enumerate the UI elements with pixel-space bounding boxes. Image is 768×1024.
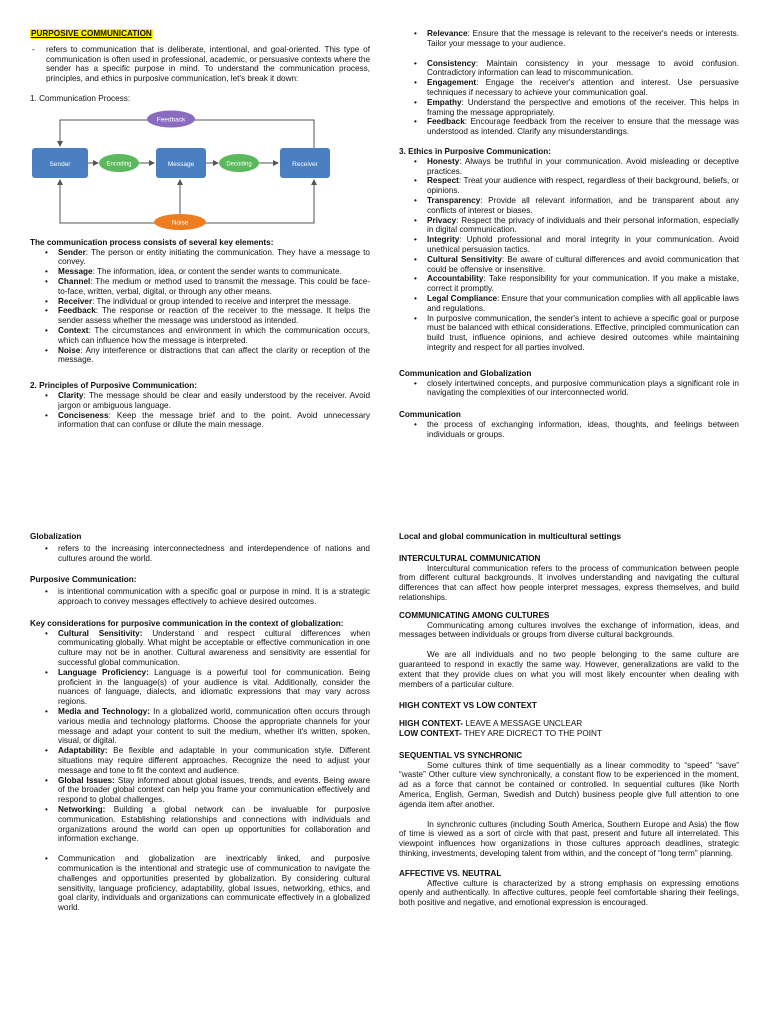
- key-item-text: Understand and respect cultural differences when communicating globally. What might be acceptable or effective communication in one culture may not be in another. Cultural awareness and sensitivity are essential for successful global communication.: [58, 628, 370, 667]
- element-item-text: : The response or reaction of the receiver to the message. It helps the sender assess whether the message was understood as intended.: [58, 306, 370, 326]
- principle-item-text: : The message should be clear and easily understood by the receiver. Avoid jargon or ambiguous language.: [58, 390, 370, 410]
- key-item-term: Networking:: [58, 804, 106, 814]
- ethics-item-text: In purposive communication, the sender's intent to achieve a specific goal or purpose must be balanced with ethical considerations. Effective, principled communication can build trust, influence opinions, and achieve desired outcomes while maintaining integrity and respect for all parties involved.: [427, 313, 739, 352]
- element-item: [30, 267, 370, 277]
- principle-item-text: : Keep the message brief and to the point. Avoid unnecessary information that can confuse or dilute the main message.: [58, 410, 370, 430]
- ethics-item-term: Accountability: [427, 274, 484, 284]
- principle-item: [30, 391, 370, 411]
- principle-item: [399, 59, 739, 79]
- principle-item: [399, 78, 739, 98]
- pc-list: [30, 587, 370, 607]
- principle-item-term: Engagement: [427, 78, 477, 88]
- element-item-term: Sender: [58, 247, 86, 257]
- left-bottom-column: [30, 532, 370, 913]
- ethics-item-term: Cultural Sensitivity: [427, 254, 502, 264]
- element-item-text: : The information, idea, or content the sender wants to communicate.: [92, 267, 342, 277]
- communication-list: [399, 420, 739, 440]
- intercultural-text: Intercultural communication refers to the process of communication between people from different cultural backgrounds. It involves understanding and navigating the cultural differences that can affect how people interpret messages, express themselves, and build relationships.: [399, 563, 739, 602]
- principle-item-term: Feedback: [427, 117, 465, 127]
- principle-item-text: : Understand the perspective and emotions of the receiver. This helps in framing the message appropriately.: [427, 97, 739, 117]
- ethics-item-term: Privacy: [427, 215, 457, 225]
- element-item-term: Context: [58, 325, 89, 335]
- noise-label: Noise: [171, 219, 189, 227]
- key-item: [30, 746, 370, 775]
- ethics-item-text: : Take responsibility for your communication. If you make a mistake, correct it promptly.: [427, 274, 739, 294]
- ethics-item-term: Legal Compliance: [427, 293, 498, 303]
- ethics-item: [399, 196, 739, 216]
- encoding-label: Encoding: [106, 161, 132, 168]
- message-label: Message: [167, 160, 195, 168]
- ethics-item-text: : Respect the privacy of individuals and their personal information, especially in digital communication.: [427, 215, 739, 235]
- comm-glob-list: [399, 379, 739, 399]
- element-item-term: Channel: [58, 276, 91, 286]
- element-item: [30, 297, 370, 307]
- communication-process-diagram: [30, 110, 330, 230]
- principles-heading: 2. Principles of Purposive Communication:: [30, 381, 197, 391]
- ethics-item-text: : Uphold professional and moral integrity in your communication. Avoid unethical persuasion tactics.: [427, 235, 739, 254]
- element-item-text: : The circumstances and environment in which the communication occurs, which can influence how the message is interpreted.: [58, 325, 370, 345]
- ethics-item-text: : Provide all relevant information, and be transparent about any conflicts of interest or biases.: [427, 195, 739, 215]
- ethics-item-term: Honesty: [427, 156, 460, 166]
- principle-item-term: Consistency: [427, 58, 476, 68]
- principle-item-text: : Ensure that the message is relevant to the receiver's needs or interests. Tailor your message to your audience.: [427, 29, 739, 48]
- receiver-label: Receiver: [292, 160, 318, 168]
- low-context-label: LOW CONTEXT-: [399, 728, 462, 738]
- process-heading: 1. Communication Process:: [30, 93, 131, 103]
- key-item: [30, 707, 370, 746]
- ethics-item: [399, 157, 739, 177]
- ethics-item-term: Transparency: [427, 195, 481, 205]
- closing-text: • Communication and globalization are inextricably linked, and purposive communication is the intentional and strategic use of communication to navigate the challenges and opportunities presented by globalization. By considering cultural sensitivity, language proficiency, adaptability, global issues, networking, ethics, and goal clarity, individuals and organizations can communicate effectively in a globalized world.: [30, 854, 370, 913]
- element-item-text: : The person or entity initiating the communication. They have a message to convey.: [58, 247, 370, 267]
- ethics-item: [399, 274, 739, 294]
- low-context-line: [399, 729, 739, 739]
- element-item: [30, 306, 370, 326]
- ethics-item-text: : Be aware of cultural differences and avoid communication that could be offensive or insensitive.: [427, 254, 739, 274]
- ethics-heading: 3. Ethics in Purposive Communication:: [399, 146, 551, 156]
- key-item: [30, 776, 370, 805]
- sequential-heading: SEQUENTIAL VS SYNCHRONIC: [399, 750, 523, 760]
- comm-glob-text: • closely intertwined concepts, and purposive communication plays a significant role in navigating the complexities of our interconnected world.: [399, 379, 739, 399]
- ethics-item-text: : Always be truthful in your communication. Avoid misleading or deceptive practices.: [427, 156, 739, 176]
- pc-heading: Purposive Communication:: [30, 575, 137, 585]
- intercultural-heading: INTERCULTURAL COMMUNICATION: [399, 553, 541, 563]
- key-item: [30, 668, 370, 707]
- affective-text: Affective culture is characterized by a strong emphasis on expressing emotions openly and authentically. In affective cultures, people feel comfortable sharing their feelings, both positive and negative, and emotional expression is encouraged.: [399, 878, 739, 908]
- globalization-list: [30, 544, 370, 564]
- principle-item: [399, 29, 739, 49]
- principle-item-text: : Encourage feedback from the receiver to ensure that the message was understood as intended. Clarify any misunderstandings.: [427, 117, 739, 137]
- principle-item-text: : Engage the receiver's attention and interest. Use persuasive techniques if necessary to achieve your communication goal.: [427, 78, 739, 97]
- communication-text: • the process of exchanging information, ideas, thoughts, and feelings between individuals or groups.: [399, 420, 739, 440]
- decoding-node: [219, 154, 259, 172]
- elements-list: [30, 248, 370, 366]
- high-context-text: LEAVE A MESSAGE UNCLEAR: [463, 719, 583, 729]
- feedback-label: Feedback: [156, 116, 186, 124]
- key-considerations-heading: Key considerations for purposive communication in the context of globalization:: [30, 618, 344, 628]
- message-node: [156, 148, 206, 178]
- intro-list: [30, 45, 370, 84]
- page-title: PURPOSIVE COMMUNICATION: [31, 29, 152, 38]
- element-item-term: Noise: [58, 345, 81, 355]
- communication-heading: Communication: [399, 410, 461, 420]
- principle-item-term: Clarity: [58, 390, 84, 400]
- intro-text: - refers to communication that is deliberate, intentional, and goal-oriented. This type of communication is often used in professional, academic, or persuasive contexts where the sender has a specific purpose in mind. To understand the communication process, principles, and ethics in purposive communication, let's break it down:: [30, 45, 370, 84]
- principle-item: [399, 98, 739, 118]
- ethics-item-text: : Ensure that your communication complies with all applicable laws and regulations.: [427, 293, 739, 313]
- principle-item-term: Conciseness: [58, 410, 109, 420]
- right-top-column: [399, 29, 739, 439]
- sender-node: [32, 148, 88, 178]
- element-item-text: : The individual or group intended to receive and interpret the message.: [92, 296, 351, 306]
- principle-item: [399, 117, 739, 137]
- element-item: [30, 277, 370, 297]
- element-item-term: Feedback: [58, 306, 96, 316]
- multicultural-heading: Local and global communication in multicultural settings: [399, 532, 621, 541]
- decoding-label: Decoding: [226, 161, 252, 168]
- high-context-line: [399, 719, 739, 729]
- among-cultures-text-1: Communicating among cultures involves the exchange of information, ideas, and messages between individuals or groups from diverse cultural backgrounds.: [399, 620, 739, 640]
- ethics-item: [399, 176, 739, 196]
- key-item: [30, 805, 370, 844]
- sequential-text-2: In synchronic cultures (including South America, Southern Europe and Asia) the flow of time is viewed as a sort of circle with that past, present and future all interrelated. This viewpoint influences how organizations in those cultures approach deadlines, strategic thinking, investments, developing talent from within, and the concept of “long term” planning.: [399, 819, 739, 858]
- affective-heading: AFFECTIVE VS. NEUTRAL: [399, 868, 502, 878]
- left-top-column: [30, 29, 370, 430]
- key-item-text: Language is a powerful tool for communication. Being proficient in the language(s) of your audience is vital. Additionally, consider the nuances of language, dialects, and idiomatic expressions that may vary across regions.: [58, 667, 370, 707]
- element-item-term: Message: [58, 267, 93, 277]
- globalization-text: • refers to the increasing interconnectedness and interdependence of nations and cultures around the world.: [30, 544, 370, 564]
- sequential-text-1: Some cultures think of time sequentially as a linear commodity to “speed” “save” “waste” Other culture view synchronically, a constant flow to be experienced in the moment, ad as a force that cannot be contained or controlled. In sequential cultures (like North America, English, German, Swedish and Dutch) business people give full attention to one agenda item after another.: [399, 760, 739, 809]
- ethics-item: [399, 314, 739, 353]
- principle-item-term: Relevance: [427, 29, 468, 38]
- ethics-list: [399, 157, 739, 353]
- principle-item-term: Empathy: [427, 97, 462, 107]
- high-context-label: HIGH CONTEXT-: [399, 719, 464, 729]
- ethics-item: [399, 294, 739, 314]
- key-item-text: Be flexible and adaptable in your communication style. Different situations may require different approaches. Recognize the need to adjust your message and tone to fit the context and audience.: [58, 746, 370, 775]
- principle-item-text: : Maintain consistency in your message to avoid confusion. Contradictory information can lead to miscommunication.: [427, 58, 739, 78]
- key-item-text: In a globalized world, communication often occurs through various media and technology platforms. Choose the appropriate channels for your message and adapt your content to suit the medium, whether it's written, spoken, visual, or digital.: [58, 706, 370, 746]
- receiver-node: [280, 148, 330, 178]
- key-item-term: Cultural Sensitivity:: [58, 628, 143, 638]
- comm-glob-heading: Communication and Globalization: [399, 368, 532, 378]
- key-item-term: Language Proficiency:: [58, 667, 149, 677]
- key-item-text: Stay informed about global issues, trends, and events. Being aware of the broader global context can help you frame your communication effectively and respond to global challenges.: [58, 775, 370, 805]
- principles-list-left: [30, 391, 370, 430]
- right-bottom-column: [399, 532, 739, 908]
- noise-node: [154, 214, 206, 230]
- feedback-node: [147, 110, 195, 127]
- low-context-text: THEY ARE DICRECT TO THE POINT: [461, 728, 602, 738]
- key-item: [30, 629, 370, 668]
- ethics-item-text: : Treat your audience with respect, regardless of their background, beliefs, or opinions.: [427, 176, 739, 196]
- among-cultures-heading: COMMUNICATING AMONG CULTURES: [399, 610, 550, 620]
- ethics-item: [399, 255, 739, 275]
- sender-label: Sender: [49, 160, 71, 168]
- encoding-node: [99, 154, 139, 172]
- key-item-term: Media and Technology:: [58, 706, 151, 716]
- element-item-text: : The medium or method used to transmit the message. This could be face-to-face, written, verbal, digital, or through any other means.: [58, 276, 370, 296]
- principles-list-right: [399, 29, 739, 137]
- closing-list: [30, 854, 370, 913]
- key-item-term: Adaptability:: [58, 746, 108, 756]
- element-item: [30, 326, 370, 346]
- key-considerations-list: [30, 629, 370, 845]
- among-cultures-text-2: We are all individuals and no two people belonging to the same culture are guaranteed to respond in exactly the same way. However, generalizations are valid to the extent that they provide clues on what you will most likely encounter when dealing with members of a particular culture.: [399, 650, 739, 689]
- pc-text: • is intentional communication with a specific goal or purpose in mind. It is a strategic approach to convey messages effectively to achieve desired outcomes.: [30, 587, 370, 607]
- element-item: [30, 346, 370, 366]
- key-item-term: Global Issues:: [58, 775, 115, 785]
- ethics-item: [399, 235, 739, 255]
- ethics-item-term: Integrity: [427, 235, 460, 245]
- ethics-item: [399, 216, 739, 236]
- principle-item: [30, 411, 370, 431]
- context-heading: HIGH CONTEXT VS LOW CONTEXT: [399, 701, 537, 711]
- ethics-item-term: Respect: [427, 176, 459, 186]
- element-item-text: : Any interference or distractions that can affect the clarity or reception of the message.: [58, 345, 370, 365]
- elements-heading: The communication process consists of several key elements:: [30, 237, 274, 247]
- globalization-heading: Globalization: [30, 532, 82, 541]
- element-item: [30, 248, 370, 268]
- element-item-term: Receiver: [58, 296, 93, 306]
- key-item-text: Building a global network can be invaluable for purposive communication. Establishing relationships and connections with individuals and organizations around the world can open up opportunities for collaboration and information exchange.: [58, 804, 370, 844]
